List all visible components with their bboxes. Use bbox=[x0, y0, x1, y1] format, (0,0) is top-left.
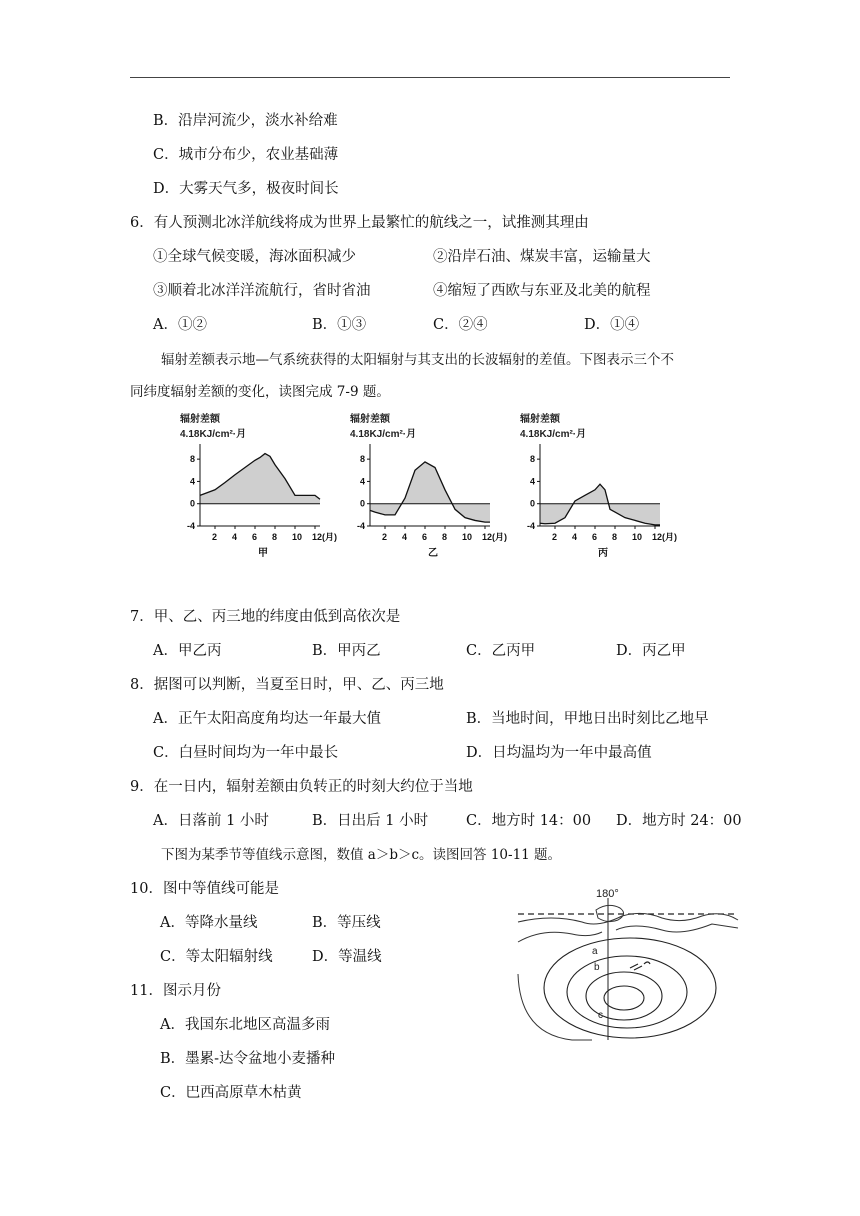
q11-option-c[interactable]: C．巴西高原草木枯黄 bbox=[160, 1085, 302, 1101]
q6-option-a[interactable]: A．①② bbox=[153, 317, 207, 333]
q5-option-b[interactable]: B．沿岸河流少，淡水补给难 bbox=[153, 113, 338, 129]
isoline-label-b: b bbox=[594, 962, 600, 973]
q7-option-d[interactable]: D．丙乙甲 bbox=[616, 643, 686, 659]
x-tick-label: 12(月) bbox=[482, 532, 508, 542]
y-tick-label: 0 bbox=[529, 498, 535, 509]
y-tick-label: -4 bbox=[186, 521, 195, 531]
q9-stem: 9．在一日内，辐射差额由负转正的时刻大约位于当地 bbox=[130, 779, 473, 795]
q6-option-c[interactable]: C．②④ bbox=[433, 317, 488, 333]
q11-option-a[interactable]: A．我国东北地区高温多雨 bbox=[160, 1017, 330, 1033]
y-tick-label: 4 bbox=[359, 476, 365, 487]
x-tick-label: 4 bbox=[572, 532, 578, 542]
isoline-b bbox=[567, 956, 687, 1028]
y-axis-unit: 4.18KJ/cm²·月 bbox=[180, 429, 247, 440]
q6-statement-4: ④缩短了西欧与东亚及北美的航程 bbox=[433, 283, 651, 299]
x-tick-label: 6 bbox=[592, 532, 598, 542]
lon-180-label: 180° bbox=[596, 888, 619, 900]
chart-name-2: 乙 bbox=[428, 548, 438, 559]
intro-7-9-line1: 辐射差额表示地—气系统获得的太阳辐射与其支出的长波辐射的差值。下图表示三个不 bbox=[161, 352, 674, 368]
y-tick-label: 0 bbox=[189, 498, 195, 509]
q7-stem: 7．甲、乙、丙三地的纬度由低到高依次是 bbox=[130, 609, 401, 625]
q10-option-a[interactable]: A．等降水量线 bbox=[160, 915, 258, 931]
y-axis-title: 辐射差额 bbox=[350, 414, 390, 425]
coastline-southwest bbox=[518, 974, 592, 1040]
x-tick-label: 2 bbox=[552, 532, 558, 542]
y-tick-label: 4 bbox=[529, 476, 535, 487]
q6-statement-3: ③顺着北冰洋洋流航行，省时省油 bbox=[153, 283, 371, 299]
q10-option-d[interactable]: D．等温线 bbox=[312, 949, 382, 965]
q5-option-d[interactable]: D．大雾天气多，极夜时间长 bbox=[153, 181, 339, 197]
q9-option-d[interactable]: D．地方时 24：00 bbox=[616, 813, 742, 829]
y-tick-label: -4 bbox=[526, 521, 535, 531]
y-tick-label: 8 bbox=[359, 454, 365, 465]
chart-name-3: 丙 bbox=[598, 548, 608, 559]
q6-statement-2: ②沿岸石油、煤炭丰富，运输量大 bbox=[433, 249, 651, 265]
y-axis-title: 辐射差额 bbox=[520, 414, 560, 425]
chart-name-1: 甲 bbox=[258, 548, 268, 559]
q6-stem: 6．有人预测北冰洋航线将成为世界上最繁忙的航线之一，试推测其理由 bbox=[130, 215, 589, 231]
isoline-c-inner bbox=[604, 986, 644, 1010]
x-tick-label: 12(月) bbox=[312, 532, 338, 542]
y-tick-label: 4 bbox=[189, 476, 195, 487]
y-tick-label: 8 bbox=[189, 454, 195, 465]
x-tick-label: 4 bbox=[402, 532, 408, 542]
q7-option-c[interactable]: C．乙丙甲 bbox=[466, 643, 536, 659]
q10-option-c[interactable]: C．等太阳辐射线 bbox=[160, 949, 273, 965]
q8-option-a[interactable]: A．正午太阳高度角均达一年最大值 bbox=[153, 711, 381, 727]
q8-option-c[interactable]: C．白昼时间均为一年中最长 bbox=[153, 745, 339, 761]
header-rule bbox=[130, 77, 730, 78]
y-axis-unit: 4.18KJ/cm²·月 bbox=[520, 429, 587, 440]
isoline-map bbox=[512, 884, 742, 1044]
y-axis-title: 辐射差额 bbox=[180, 414, 220, 425]
q9-option-a[interactable]: A．日落前 1 小时 bbox=[153, 813, 269, 829]
q5-option-c[interactable]: C．城市分布少，农业基础薄 bbox=[153, 147, 339, 163]
x-tick-label: 8 bbox=[272, 532, 278, 542]
x-tick-label: 4 bbox=[232, 532, 238, 542]
series-area bbox=[540, 484, 660, 525]
isoline-a bbox=[544, 938, 716, 1038]
y-tick-label: 8 bbox=[529, 454, 535, 465]
coastline-middle bbox=[518, 924, 738, 942]
q9-option-c[interactable]: C．地方时 14：00 bbox=[466, 813, 592, 829]
q6-option-b[interactable]: B．①③ bbox=[312, 317, 367, 333]
x-tick-label: 6 bbox=[422, 532, 428, 542]
q8-stem: 8．据图可以判断，当夏至日时，甲、乙、丙三地 bbox=[130, 677, 444, 693]
x-tick-label: 10 bbox=[292, 532, 303, 542]
q11-option-b[interactable]: B．墨累-达令盆地小麦播种 bbox=[160, 1051, 336, 1067]
q7-option-b[interactable]: B．甲丙乙 bbox=[312, 643, 381, 659]
x-tick-label: 8 bbox=[442, 532, 448, 542]
q9-option-b[interactable]: B．日出后 1 小时 bbox=[312, 813, 429, 829]
q8-option-b[interactable]: B．当地时间，甲地日出时刻比乙地早 bbox=[466, 711, 709, 727]
q10-option-b[interactable]: B．等压线 bbox=[312, 915, 381, 931]
q11-stem: 11．图示月份 bbox=[130, 983, 221, 999]
q6-option-d[interactable]: D．①④ bbox=[584, 317, 640, 333]
y-tick-label: -4 bbox=[356, 521, 365, 531]
x-tick-label: 6 bbox=[252, 532, 258, 542]
x-tick-label: 10 bbox=[632, 532, 643, 542]
series-area bbox=[200, 454, 320, 504]
radiation-balance-charts bbox=[180, 408, 680, 563]
q10-stem: 10．图中等值线可能是 bbox=[130, 881, 279, 897]
small-islands-mark bbox=[630, 962, 650, 970]
x-tick-label: 10 bbox=[462, 532, 473, 542]
coastline-north bbox=[518, 913, 738, 924]
x-tick-label: 8 bbox=[612, 532, 618, 542]
intro-7-9-line2: 同纬度辐射差额的变化，读图完成 7-9 题。 bbox=[130, 384, 390, 400]
q6-statement-1: ①全球气候变暖，海冰面积减少 bbox=[153, 249, 356, 265]
isoline-label-a: a bbox=[592, 946, 598, 957]
x-tick-label: 2 bbox=[382, 532, 388, 542]
q8-option-d[interactable]: D．日均温均为一年中最高值 bbox=[466, 745, 652, 761]
y-axis-unit: 4.18KJ/cm²·月 bbox=[350, 429, 417, 440]
isoline-label-c: c bbox=[598, 1010, 603, 1021]
intro-10-11: 下图为某季节等值线示意图，数值 a＞b＞c。读图回答 10-11 题。 bbox=[161, 847, 562, 863]
series-area bbox=[370, 462, 490, 522]
y-tick-label: 0 bbox=[359, 498, 365, 509]
x-tick-label: 2 bbox=[212, 532, 218, 542]
q7-option-a[interactable]: A．甲乙丙 bbox=[153, 643, 222, 659]
x-tick-label: 12(月) bbox=[652, 532, 678, 542]
